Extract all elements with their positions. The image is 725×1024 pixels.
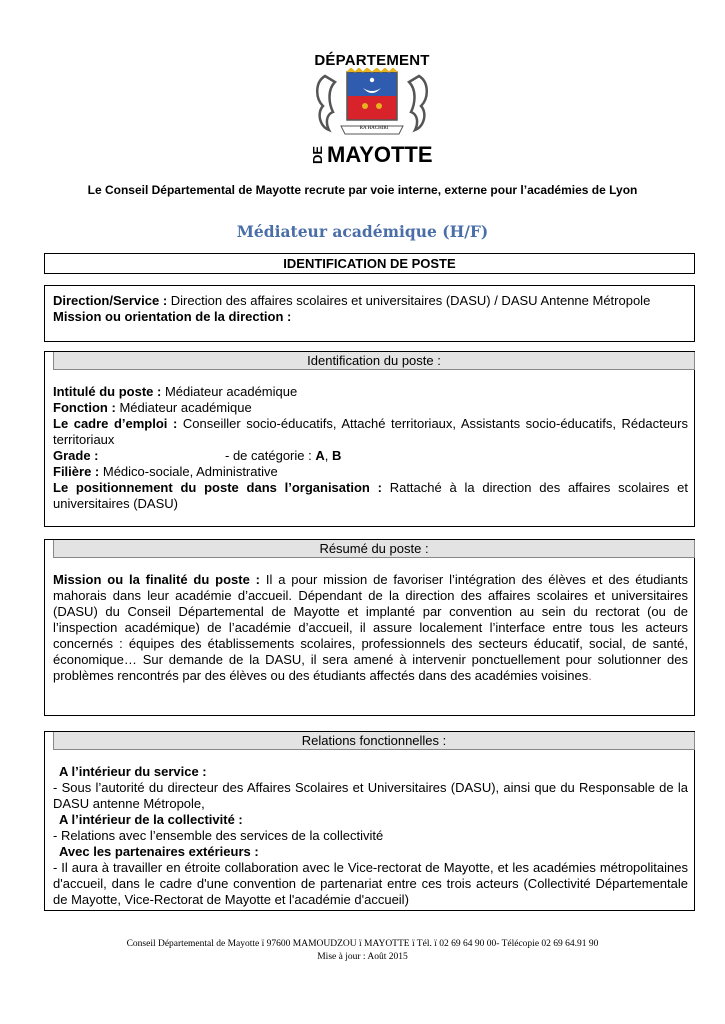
grade-line	[53, 448, 688, 464]
filiere-line	[53, 464, 688, 480]
identification-header-box	[44, 253, 695, 274]
coat-of-arms-icon	[311, 68, 433, 144]
service-label-line	[53, 764, 688, 780]
recruitment-line: Le Conseil Départemental de Mayotte recrute par voie interne, externe pour l’académies de Lyon	[87, 183, 638, 197]
mission-direction-line	[53, 309, 688, 325]
grade-category-a: A	[315, 448, 325, 463]
collectivite-label-line	[53, 812, 688, 828]
grade-category-b: B	[331, 448, 342, 463]
positionnement-value: Rattaché à la direction des affaires scolaires et universitaires (DASU)	[53, 480, 688, 511]
poste-box	[44, 351, 695, 527]
relations-box	[44, 731, 695, 911]
partenaires-value: - Il aura à travailler en étroite collaboration avec le Vice-rectorat de Mayotte, et les académies métropolitaines d'accueil, dans le cadre d'une convention de partenariat entre ces trois acteurs (Collectivité Départementale de Mayotte, Vice-Rectorat de Mayotte et l'académie d'accueil)	[53, 860, 688, 907]
grade-category-text: - de catégorie :	[225, 448, 312, 463]
cadre-label: Le cadre d’emploi :	[53, 416, 178, 431]
direction-box	[44, 285, 695, 342]
footer-contact: Conseil Départemental de Mayotte ï 97600 MAMOUDZOU ï MAYOTTE ï Tél. ï 02 69 64 90 00- Télécopie 02 69 64.91 90	[126, 939, 599, 949]
logo-de: DE	[310, 145, 325, 165]
job-title: Médiateur académique (H/F)	[236, 222, 489, 241]
logo-title-bottom: MAYOTTE	[327, 142, 433, 167]
footer-update: Mise à jour : Août 2015	[317, 952, 408, 962]
direction-paragraph	[53, 293, 688, 309]
identification-header: IDENTIFICATION DE POSTE	[283, 256, 456, 271]
resume-box	[44, 539, 695, 716]
mission-direction-label: Mission ou orientation de la direction :	[53, 309, 292, 324]
mission-label: Mission ou la finalité du poste :	[53, 572, 261, 587]
intitule-label: Intitulé du poste :	[53, 384, 162, 399]
logo-banner-text: RA HACHIRI	[359, 126, 389, 131]
positionnement-label: Le positionnement du poste dans l’organisation :	[53, 480, 382, 495]
partenaires-label: Avec les partenaires extérieurs :	[59, 844, 259, 859]
service-value: - Sous l’autorité du directeur des Affaires Scolaires et Universitaires (DASU), ainsi que du Responsable de la DASU antenne Métropole,	[53, 780, 688, 811]
fonction-value: Médiateur académique	[119, 400, 252, 415]
mission-paragraph	[53, 572, 688, 684]
relations-subheader: Relations fonctionnelles :	[53, 732, 695, 750]
mission-value: Il a pour mission de favoriser l’intégration des élèves et des étudiants mahorais dans leur académie d’accueil. Dépendant de la direction des affaires scolaires et universitaires (DASU) du Conseil Départemental de Mayotte et implanté par convention au sein du rectorat (ou de l’inspection académique) de l’académie d’accueil, il assure localement l’interface entre tous les acteurs concernés : équipes des établissements scolaires, professionnels des secteurs éducatif, social, de santé, économique… Sur demande de la DASU, il sera amené à intervenir ponctuellement pour solutionner des problèmes rencontrés par des élèves ou des étudiants affectés dans des académies voisines	[53, 572, 688, 683]
collectivite-label: A l’intérieur de la collectivité :	[59, 812, 243, 827]
direction-value: Direction des affaires scolaires et universitaires (DASU) / DASU Antenne Métropole	[170, 293, 651, 308]
resume-subheader: Résumé du poste :	[53, 540, 695, 558]
mission-end: .	[588, 668, 592, 683]
fonction-line	[53, 400, 688, 416]
logo-title-top: DÉPARTEMENT	[314, 52, 430, 69]
cadre-value: Conseiller socio-éducatifs, Attaché territoriaux, Assistants socio-éducatifs, Rédacteurs territoriaux	[53, 416, 688, 447]
grade-label: Grade :	[53, 448, 99, 463]
partenaires-label-line	[53, 844, 688, 860]
grade-category-sep: ,	[324, 448, 329, 463]
filiere-value: Médico-sociale, Administrative	[102, 464, 278, 479]
direction-label: Direction/Service :	[53, 293, 168, 308]
poste-subheader: Identification du poste :	[53, 352, 695, 370]
fonction-label: Fonction :	[53, 400, 116, 415]
intitule-line	[53, 384, 688, 400]
collectivite-value: - Relations avec l’ensemble des services de la collectivité	[53, 828, 384, 843]
service-label: A l’intérieur du service :	[59, 764, 207, 779]
filiere-label: Filière :	[53, 464, 100, 479]
cadre-line	[53, 416, 688, 448]
department-logo	[311, 52, 433, 170]
intitule-value: Médiateur académique	[164, 384, 298, 399]
positionnement-line	[53, 480, 688, 512]
